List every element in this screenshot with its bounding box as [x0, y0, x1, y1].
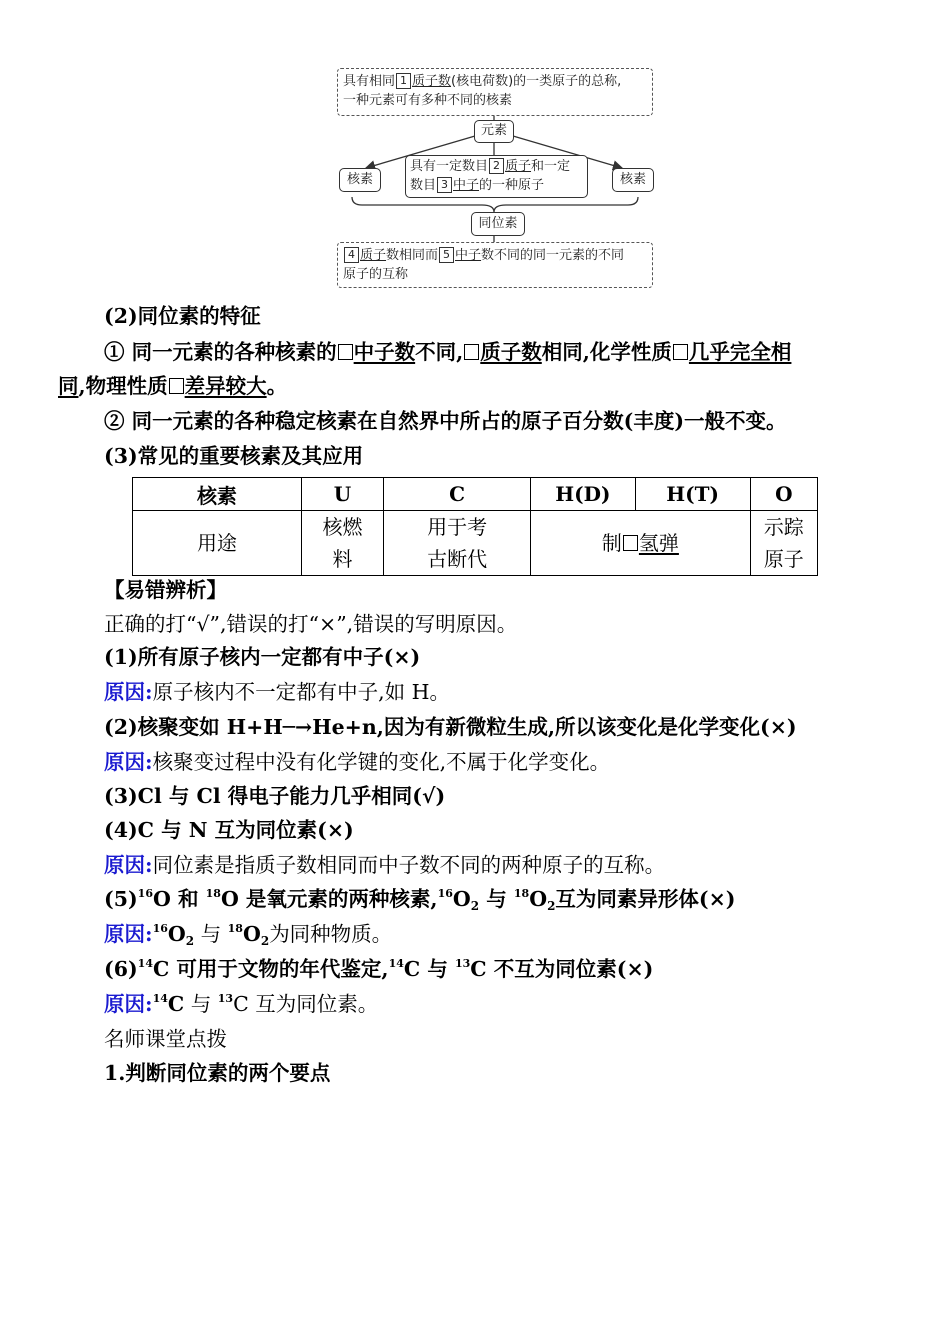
mass-number: 14 — [152, 992, 168, 1005]
apps-heading: (3)常见的重要核素及其应用 — [104, 444, 364, 468]
reason-label: 原因: — [104, 922, 153, 946]
text: (5) — [104, 887, 138, 911]
header-cell: C — [384, 478, 531, 511]
mass-number: 13 — [454, 957, 471, 970]
text: 示踪 — [763, 515, 804, 539]
mass-number: 14 — [388, 957, 404, 970]
reason-label: 原因: — [104, 853, 153, 877]
reason-text: 原子核内不一定都有中子,如 H。 — [152, 680, 450, 704]
reason-label: 原因: — [104, 992, 153, 1016]
brace — [352, 197, 638, 212]
text: O — [529, 887, 548, 911]
answer: 中子数 — [353, 340, 416, 364]
answer: 质子 — [360, 248, 387, 263]
quiz-q1: (1)所有原子核内一定都有中子(×) — [104, 645, 421, 669]
text: C 不互为同位素(×) — [470, 957, 654, 981]
header-cell: 核素 — [133, 478, 302, 511]
quiz-heading: 【易错辨析】 — [104, 578, 227, 602]
reason-text: C 互为同位素。 — [233, 992, 379, 1016]
mass-number: 13 — [217, 992, 234, 1005]
mass-number: 18 — [513, 887, 530, 900]
subscript: 2 — [470, 899, 480, 913]
text: 和 — [170, 887, 206, 911]
text: 数相同而 — [386, 248, 439, 263]
text: 不同, — [415, 340, 464, 364]
quiz-intro: 正确的打“√”,错误的打“×”,错误的写明原因。 — [104, 612, 518, 636]
text: O — [167, 922, 186, 946]
blank-number: 5 — [439, 247, 454, 263]
o-use-cell — [750, 511, 817, 576]
header-cell: O — [750, 478, 817, 511]
quiz-r6 — [104, 987, 378, 1021]
text: C 可用于文物的年代鉴定, — [152, 957, 389, 981]
blank-box — [673, 344, 688, 360]
quiz-r2 — [104, 745, 610, 779]
mass-number: 16 — [137, 887, 153, 900]
reason-label: 原因: — [104, 750, 153, 774]
tips-item-1: 1.判断同位素的两个要点 — [104, 1061, 331, 1085]
tips-heading: 名师课堂点拨 — [104, 1027, 227, 1051]
text: ① 同一元素的各种核素的 — [104, 340, 337, 364]
quiz-q3: (3)Cl 与 Cl 得电子能力几乎相同(√) — [104, 784, 446, 808]
text: 和一定 — [531, 159, 571, 174]
c-use-cell — [384, 511, 531, 576]
answer: 差异较大 — [184, 374, 267, 398]
nuclide-left-label: 核素 — [339, 168, 381, 192]
text: 与 — [194, 922, 228, 946]
text: 。 — [266, 374, 288, 398]
mass-number: 18 — [227, 922, 243, 935]
text: 原子的互称 — [343, 267, 409, 282]
quiz-q4: (4)C 与 N 互为同位素(×) — [104, 818, 354, 842]
text: 相同,化学性质 — [541, 340, 672, 364]
text: 数不同的同一元素的不同 — [481, 248, 625, 263]
reason-text: 核聚变过程中没有化学键的变化,不属于化学变化。 — [152, 750, 611, 774]
quiz-q2: (2)核聚变如 H+H─→He+n,因为有新微粒生成,所以该变化是化学变化(×) — [104, 715, 797, 739]
text: 的一种原子 — [479, 178, 545, 193]
mass-number: 16 — [152, 922, 168, 935]
text: 料 — [332, 547, 353, 571]
text: 一种元素可有多种不同的核素 — [343, 93, 513, 108]
answer: 几乎完全相 — [688, 340, 792, 364]
blank-number: 2 — [489, 158, 504, 174]
element-definition-box — [337, 68, 653, 116]
feature-item-1 — [104, 335, 791, 369]
text: (6) — [104, 957, 138, 981]
mass-number: 14 — [137, 957, 153, 970]
quiz-q6 — [104, 952, 653, 986]
answer: 中子 — [453, 178, 480, 193]
blank-box — [338, 344, 353, 360]
blank-number: 4 — [344, 247, 359, 263]
text: 用于考 — [427, 515, 488, 539]
text: O — [152, 887, 171, 911]
h-use-cell — [531, 511, 750, 576]
text: 具有相同 — [343, 74, 396, 89]
table-row — [133, 511, 818, 576]
text: 核燃 — [322, 515, 363, 539]
header-cell: H(D) — [531, 478, 635, 511]
mass-number: 18 — [205, 887, 221, 900]
answer: 质子数 — [480, 340, 542, 364]
text: 与 — [184, 992, 218, 1016]
mass-number: 16 — [437, 887, 453, 900]
subscript: 2 — [547, 899, 556, 913]
nuclide-concept-diagram — [330, 64, 660, 292]
blank-box — [623, 535, 638, 551]
nuclide-right-label: 核素 — [612, 168, 654, 192]
text: 原子 — [763, 547, 804, 571]
quiz-r1 — [104, 675, 450, 709]
text: O 是氧元素的两种核素, — [220, 887, 438, 911]
answer: 质子数 — [412, 74, 452, 89]
feature-item-2: ② 同一元素的各种稳定核素在自然界中所占的原子百分数(丰度)一般不变。 — [104, 409, 787, 433]
quiz-q5 — [104, 882, 736, 916]
text: 制 — [601, 531, 622, 555]
text: 数目 — [410, 178, 437, 193]
isotope-definition-box — [337, 242, 653, 288]
reason-text: 同位素是指质子数相同而中子数不同的两种原子的互称。 — [152, 853, 666, 877]
text: ,物理性质 — [78, 374, 168, 398]
features-heading: (2)同位素的特征 — [104, 304, 261, 328]
table-header-row — [133, 478, 818, 511]
text: O — [452, 887, 471, 911]
answer: 同 — [58, 374, 79, 398]
blank-box — [464, 344, 479, 360]
answer: 质子 — [505, 159, 532, 174]
reason-label: 原因: — [104, 680, 153, 704]
reason-text: 为同种物质。 — [269, 922, 393, 946]
answer: 氢弹 — [638, 531, 679, 555]
text: C — [167, 992, 185, 1016]
nuclide-applications-table — [132, 477, 818, 576]
subscript: 2 — [185, 934, 195, 948]
text: 古断代 — [427, 547, 488, 571]
quiz-r4 — [104, 848, 665, 882]
nuclide-definition-box — [405, 155, 588, 198]
text: O — [242, 922, 261, 946]
text: 与 — [479, 887, 514, 911]
blank-box — [169, 378, 184, 394]
header-cell: U — [301, 478, 383, 511]
feature-item-1-cont — [58, 369, 287, 403]
row-label: 用途 — [133, 511, 302, 576]
answer: 中子 — [455, 248, 482, 263]
text: 互为同素异形体(×) — [555, 887, 736, 911]
element-label: 元素 — [474, 120, 514, 143]
subscript: 2 — [260, 934, 270, 948]
text: C 与 — [403, 957, 455, 981]
text: (核电荷数)的一类原子的总称, — [451, 74, 622, 89]
blank-number: 3 — [437, 177, 452, 193]
header-cell: H(T) — [635, 478, 750, 511]
blank-number: 1 — [396, 73, 411, 89]
quiz-r5 — [104, 917, 392, 951]
u-use-cell — [301, 511, 383, 576]
isotope-label: 同位素 — [471, 212, 525, 236]
text: 具有一定数目 — [410, 159, 489, 174]
